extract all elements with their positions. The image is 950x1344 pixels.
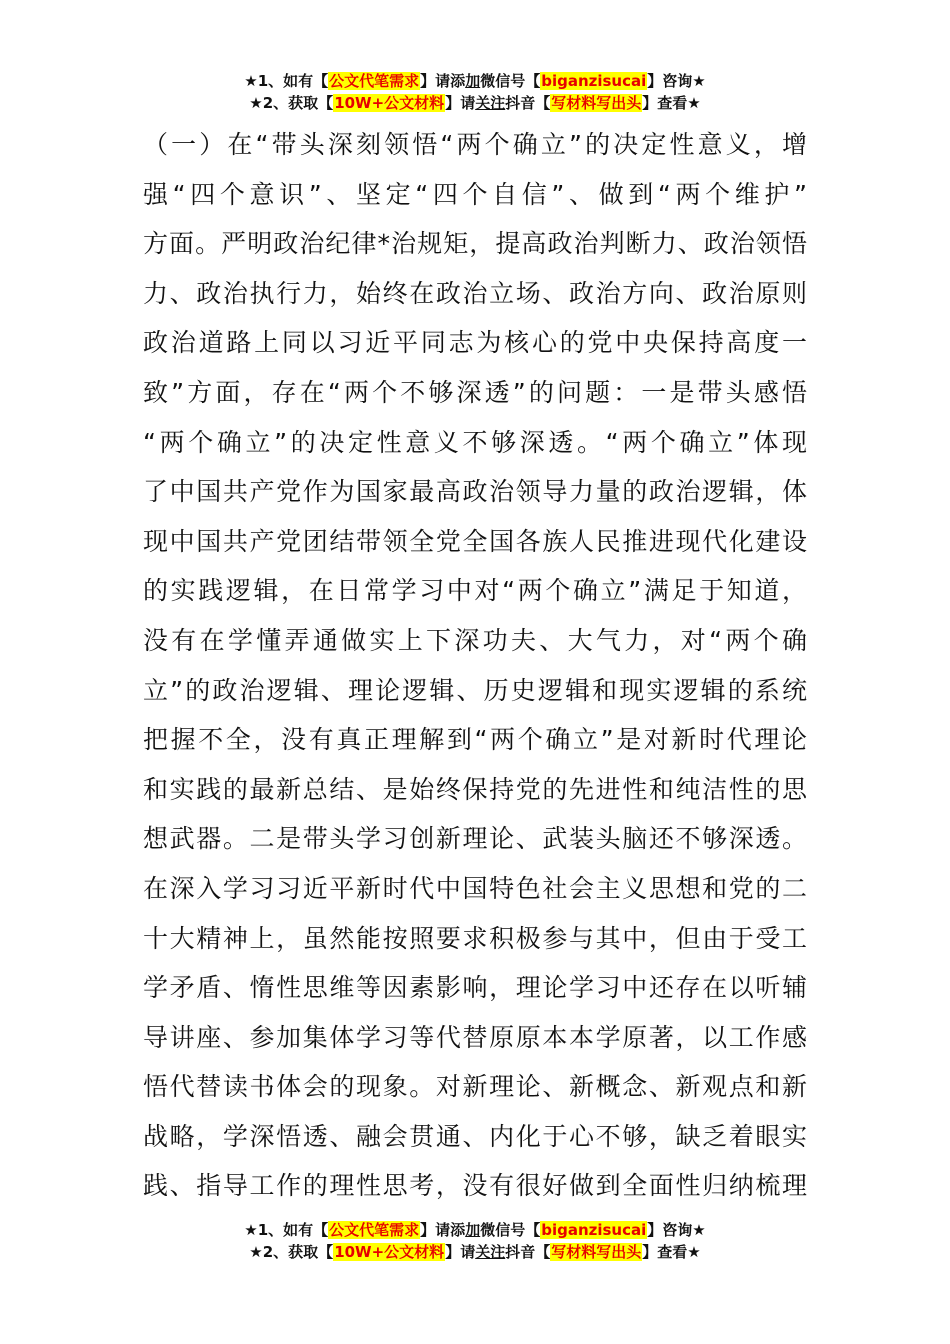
body-line: （一）在“带头深刻领悟“两个确立”的决定性意义，增 <box>143 130 807 159</box>
banner-text: 】查看★ <box>642 94 701 112</box>
body-line: 十大精神上，虽然能按照要求积极参与其中，但由于受工 <box>143 923 807 953</box>
body-line: 力、政治执行力，始终在政治立场、政治方向、政治原则 <box>143 278 807 308</box>
banner-text: 】请 <box>445 1243 476 1261</box>
banner-line-2 <box>0 92 950 114</box>
banner-line-2 <box>0 1241 950 1263</box>
body-line: 把握不全，没有真正理解到“两个确立”是对新时代理论 <box>143 725 807 755</box>
body-line: 没有在学懂弄通做实上下深功夫、大气力，对“两个确 <box>143 625 807 655</box>
body-line: 和实践的最新总结、是始终保持党的先进性和纯洁性的思 <box>143 774 807 804</box>
banner-text: 】咨询★ <box>647 1221 706 1239</box>
body-line: 导讲座、参加集体学习等代替原原本本学原著，以工作感 <box>143 1022 807 1052</box>
body-line: 现中国共产党团结带领全党全国各族人民推进现代化建设 <box>143 526 807 556</box>
body-line: 致”方面，存在“两个不够深透”的问题：一是带头感悟 <box>143 377 807 407</box>
footer-banner <box>0 1219 950 1263</box>
banner-line-1 <box>0 70 950 92</box>
highlight-service: 公文代笔需求 <box>329 72 420 90</box>
banner-underlined-text: 加 <box>465 1221 481 1239</box>
banner-text: ★2、获取【 <box>249 94 334 112</box>
banner-text: 微信号【 <box>480 72 541 90</box>
banner-underlined-text: 关注 <box>475 94 506 112</box>
banner-text: ★1、如有【 <box>244 1221 329 1239</box>
banner-text: ★1、如有【 <box>244 72 329 90</box>
banner-text: 】查看★ <box>642 1243 701 1261</box>
body-line: 立”的政治逻辑、理论逻辑、历史逻辑和现实逻辑的系统 <box>143 675 807 705</box>
highlight-douyin: 写材料写出头 <box>551 1243 642 1261</box>
body-line: 学矛盾、惰性思维等因素影响，理论学习中还存在以听辅 <box>143 973 807 1003</box>
banner-text: 】请添 <box>420 1221 466 1239</box>
banner-line-1 <box>0 1219 950 1241</box>
highlight-wechat-id: biganzisucai <box>541 1221 647 1239</box>
banner-underlined-text: 关注 <box>475 1243 506 1261</box>
body-line: 政治道路上同以习近平同志为核心的党中央保持高度一 <box>143 328 807 358</box>
banner-text: ★2、获取【 <box>249 1243 334 1261</box>
body-line: 在深入学习习近平新时代中国特色社会主义思想和党的二 <box>143 873 807 903</box>
banner-text: 】咨询★ <box>647 72 706 90</box>
highlight-wechat-id: biganzisucai <box>541 72 647 90</box>
body-line: 方面。严明政治纪律*治规矩，提高政治判断力、政治领悟 <box>143 229 807 259</box>
document-body <box>143 120 807 1211</box>
highlight-service: 公文代笔需求 <box>329 1221 420 1239</box>
highlight-materials: 10W+公文材料 <box>334 94 445 112</box>
body-line: 强“四个意识”、坚定“四个自信”、做到“两个维护” <box>143 179 807 209</box>
banner-text: 】请 <box>445 94 476 112</box>
body-line: 的实践逻辑，在日常学习中对“两个确立”满足于知道， <box>143 576 807 606</box>
banner-text: 微信号【 <box>480 1221 541 1239</box>
banner-text: 抖音【 <box>505 1243 551 1261</box>
banner-text: 】请添 <box>420 72 466 90</box>
highlight-douyin: 写材料写出头 <box>551 94 642 112</box>
body-line: “两个确立”的决定性意义不够深透。“两个确立”体现 <box>143 427 807 457</box>
body-line: 了中国共产党作为国家最高政治领导力量的政治逻辑，体 <box>143 477 807 507</box>
header-banner <box>0 70 950 114</box>
body-line: 战略，学深悟透、融会贯通、内化于心不够，缺乏着眼实 <box>143 1121 807 1151</box>
body-line: 践、指导工作的理性思考，没有很好做到全面性归纳梳理 <box>143 1171 807 1201</box>
body-line: 悟代替读书体会的现象。对新理论、新概念、新观点和新 <box>143 1072 807 1102</box>
banner-text: 抖音【 <box>505 94 551 112</box>
highlight-materials: 10W+公文材料 <box>334 1243 445 1261</box>
body-line: 想武器。二是带头学习创新理论、武装头脑还不够深透。 <box>143 824 807 854</box>
banner-underlined-text: 加 <box>465 72 481 90</box>
